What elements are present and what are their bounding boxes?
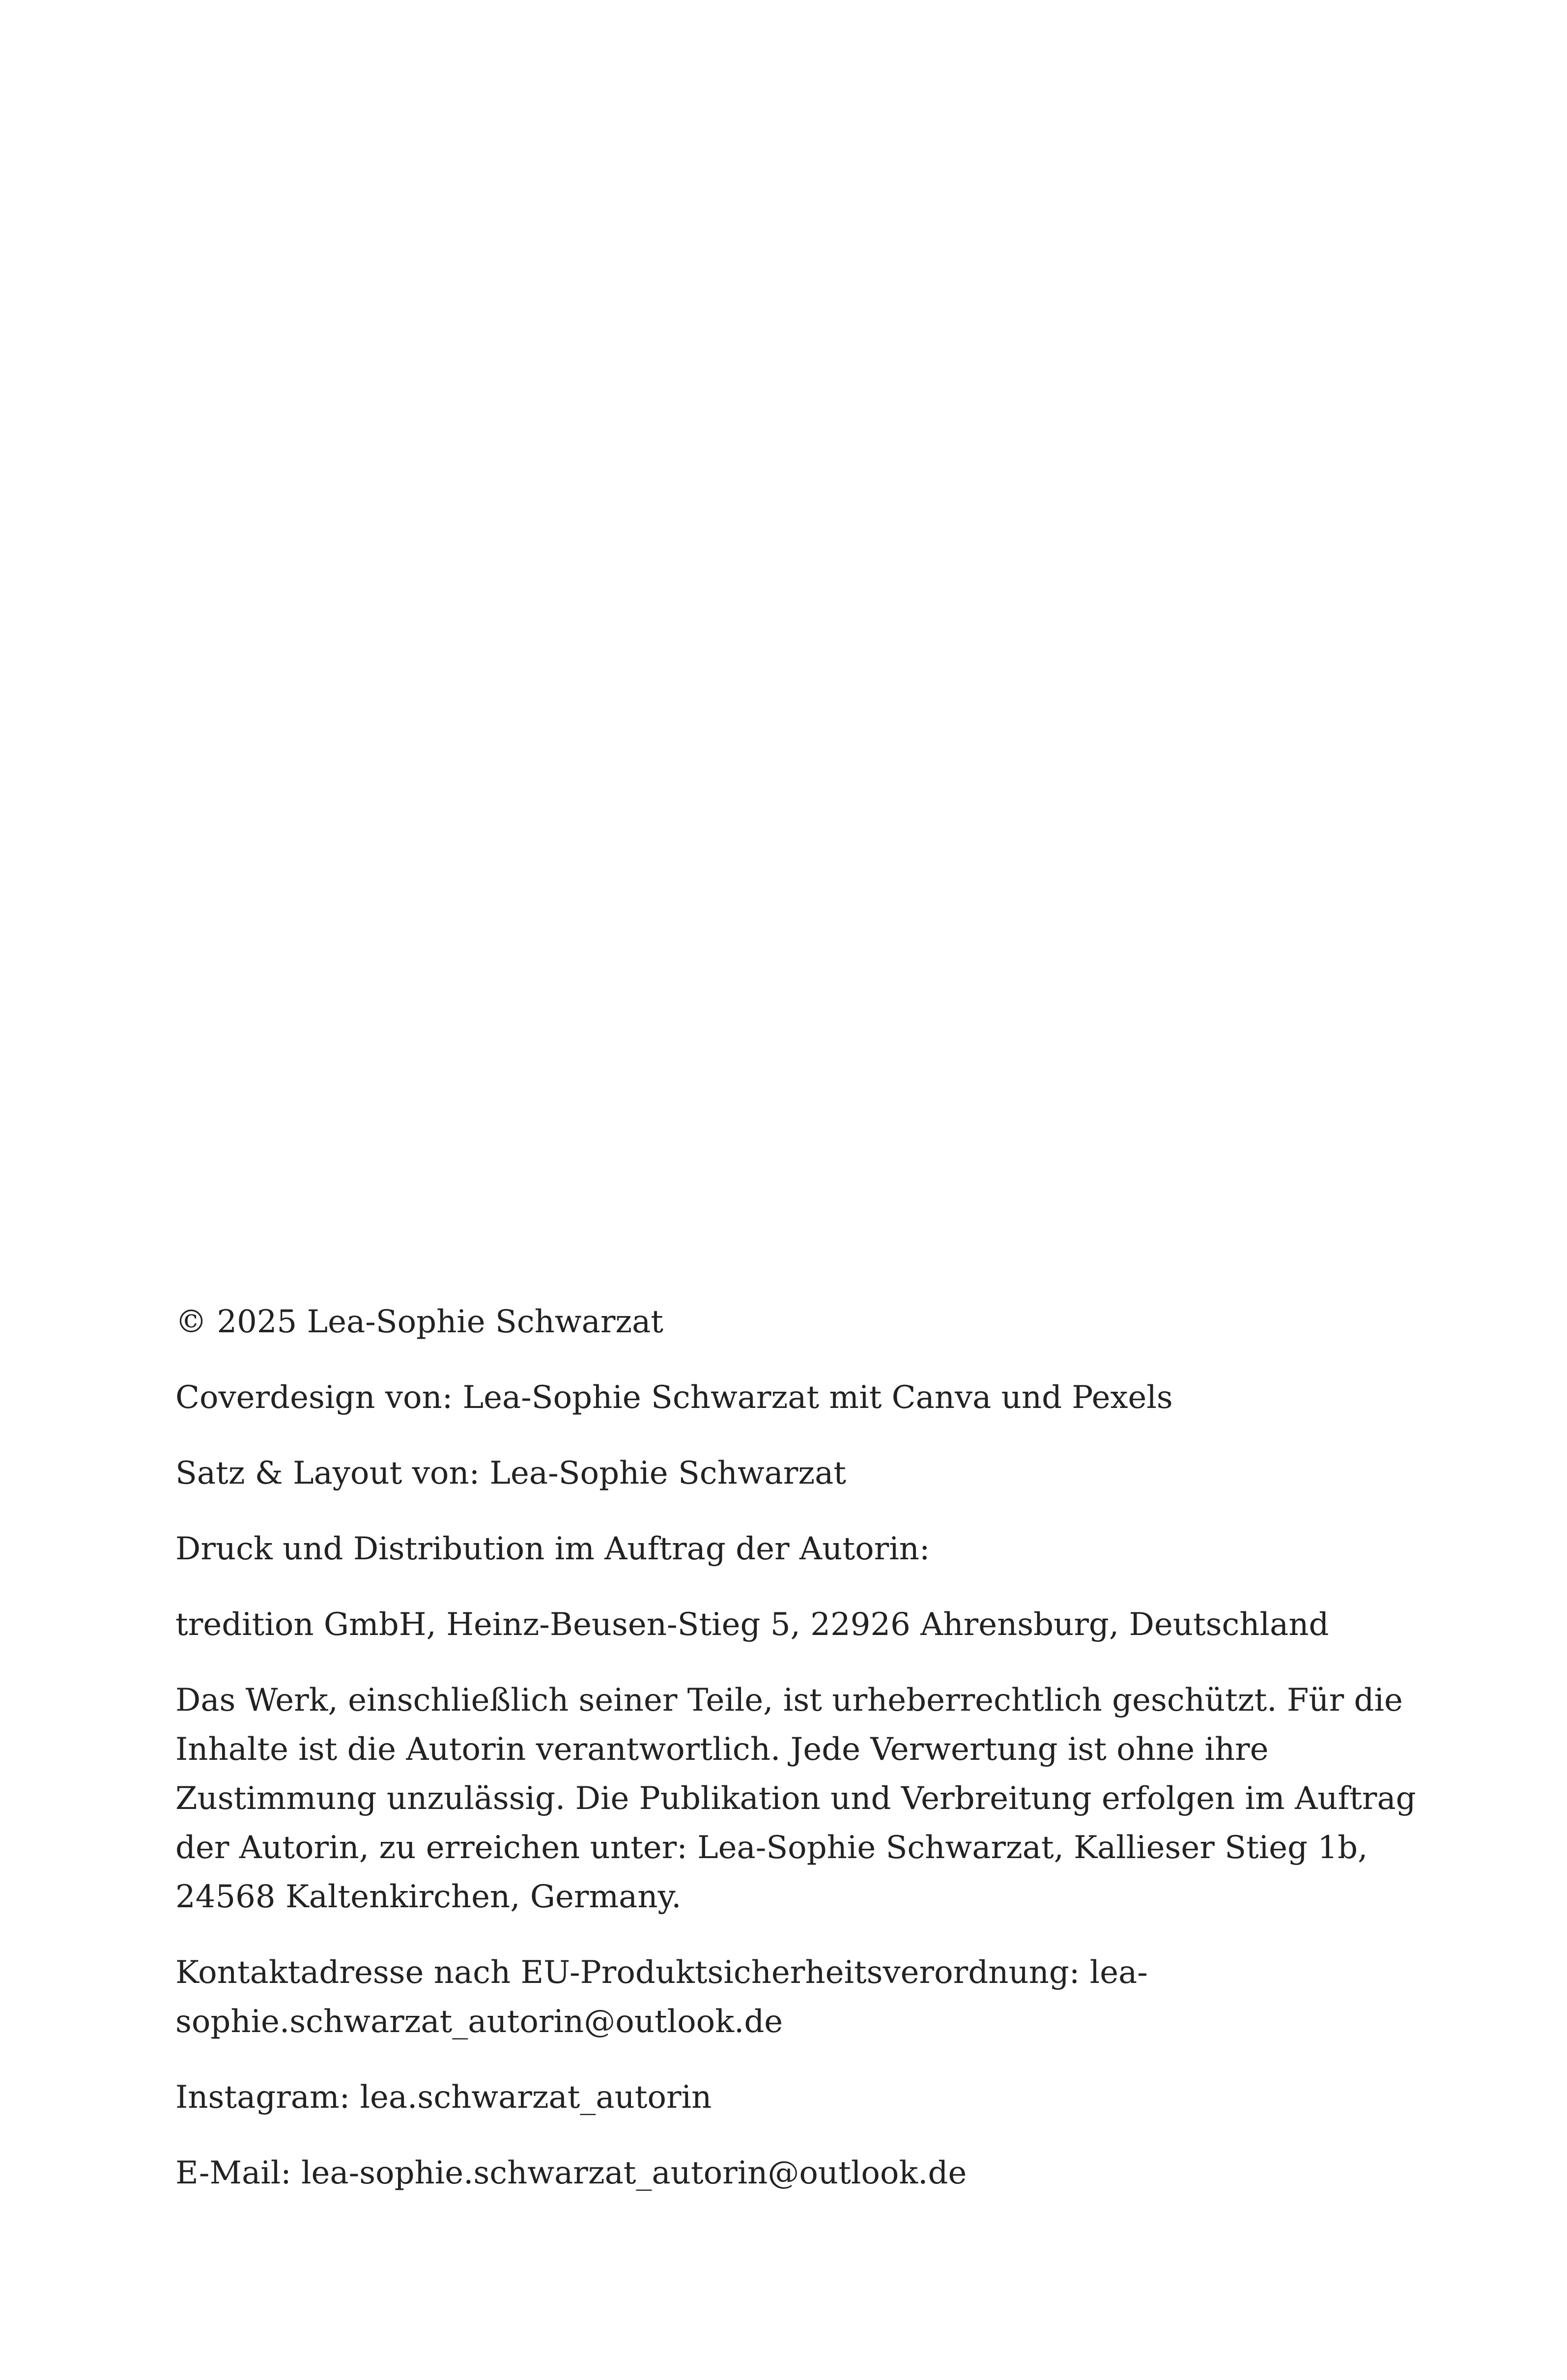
rights-paragraph <box>175 1676 1416 1921</box>
copyright-line: © 2025 Lea-Sophie Schwarzat <box>175 1304 663 1340</box>
cover-design-credit: Coverdesign von: Lea-Sophie Schwarzat mit Canva und Pexels <box>175 1379 1173 1416</box>
publisher-address: tredition GmbH, Heinz-Beusen-Stieg 5, 22926 Ahrensburg, Deutschland <box>175 1606 1329 1643</box>
imprint-block <box>175 1297 1416 2224</box>
rights-line: 24568 Kaltenkirchen, Germany. <box>175 1879 682 1915</box>
contact-email-line[interactable]: sophie.schwarzat_autorin@outlook.de <box>175 2004 783 2040</box>
rights-line: der Autorin, zu erreichen unter: Lea-Sophie Schwarzat, Kallieser Stieg 1b, <box>175 1830 1368 1866</box>
contact-line: Kontaktadresse nach EU-Produktsicherheitsverordnung: lea- <box>175 1954 1148 1991</box>
rights-line: Zustimmung unzulässig. Die Publikation und Verbreitung erfolgen im Auftrag <box>175 1780 1416 1817</box>
layout-credit: Satz & Layout von: Lea-Sophie Schwarzat <box>175 1455 846 1491</box>
email-address[interactable]: E-Mail: lea-sophie.schwarzat_autorin@outlook.de <box>175 2155 967 2191</box>
instagram-handle[interactable]: Instagram: lea.schwarzat_autorin <box>175 2079 712 2116</box>
rights-line: Das Werk, einschließlich seiner Teile, ist urheberrechtlich geschützt. Für die <box>175 1682 1403 1719</box>
rights-line: Inhalte ist die Autorin verantwortlich. Jede Verwertung ist ohne ihre <box>175 1731 1269 1768</box>
distribution-heading: Druck und Distribution im Auftrag der Autorin: <box>175 1531 930 1567</box>
contact-paragraph <box>175 1948 1355 2046</box>
